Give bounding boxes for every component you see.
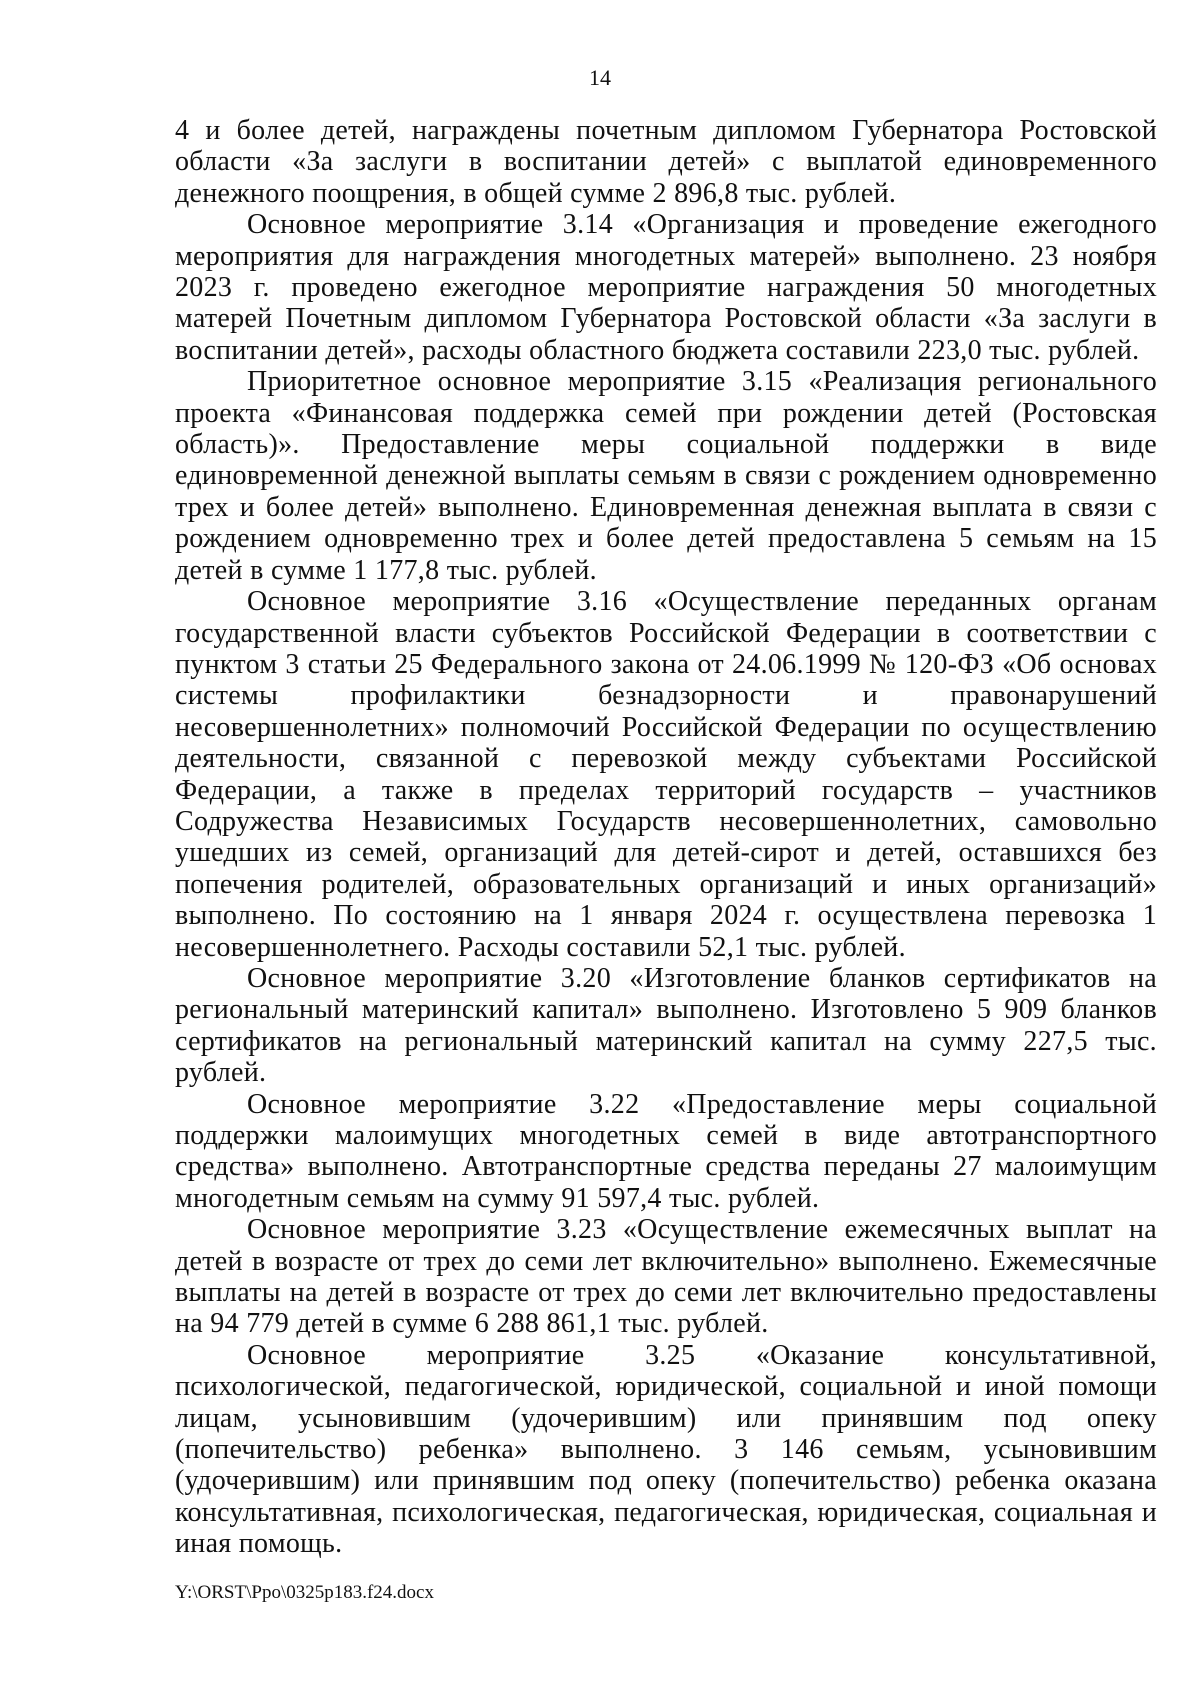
document-body [175,115,1157,1560]
paragraph-measure-3-22: Основное мероприятие 3.22 «Предоставление меры социальной поддержки малоимущих многодетных семей в виде автотранспортного средства» выполнено. Автотранспортные средства переданы 27 малоимущим многодетным семьям на сумму 91 597,4 тыс. рублей. [175,1088,1157,1214]
paragraph-continuation: 4 и более детей, награждены почетным дипломом Губернатора Ростовской области «За заслуги в воспитании детей» с выплатой единовременного денежного поощрения, в общей сумме 2 896,8 тыс. рублей. [175,115,1157,209]
paragraph-measure-3-14: Основное мероприятие 3.14 «Организация и проведение ежегодного мероприятия для награждения многодетных матерей» выполнено. 23 ноября 2023 г. проведено ежегодное мероприятие награждения 50 многодетных матерей Почетным дипломом Губернатора Ростовской области «За заслуги в воспитании детей», расходы областного бюджета составили 223,0 тыс. рублей. [175,209,1157,366]
paragraph-measure-3-15: Приоритетное основное мероприятие 3.15 «Реализация регионального проекта «Финансовая поддержка семей при рождении детей (Ростовская область)». Предоставление меры социальной поддержки в виде единовременной денежной выплаты семьям в связи с рождением одновременно трех и более детей» выполнено. Единовременная денежная выплата в связи с рождением одновременно трех и более детей предоставлена 5 семьям на 15 детей в сумме 1 177,8 тыс. рублей. [175,366,1157,586]
paragraph-measure-3-23: Основное мероприятие 3.23 «Осуществление ежемесячных выплат на детей в возрасте от трех до семи лет включительно» выполнено. Ежемесячные выплаты на детей в возрасте от трех до семи лет включительно предоставлены на 94 779 детей в сумме 6 288 861,1 тыс. рублей. [175,1214,1157,1340]
footer-file-path: Y:\ORST\Ppo\0325p183.f24.docx [175,1582,434,1603]
paragraph-measure-3-16: Основное мероприятие 3.16 «Осуществление переданных органам государственной власти субъектов Российской Федерации в соответствии с пунктом 3 статьи 25 Федерального закона от 24.06.1999 № 120-ФЗ «Об основах системы профилактики безнадзорности и правонарушений несовершеннолетних» полномочий Российской Федерации по осуществлению деятельности, связанной с перевозкой между субъектами Российской Федерации, а также в пределах территорий государств – участников Содружества Независимых Государств несовершеннолетних, самовольно ушедших из семей, организаций для детей-сирот и детей, оставшихся без попечения родителей, образовательных организаций и иных организаций» выполнено. По состоянию на 1 января 2024 г. осуществлена перевозка 1 несовершеннолетнего. Расходы составили 52,1 тыс. рублей. [175,586,1157,963]
paragraph-measure-3-25: Основное мероприятие 3.25 «Оказание консультативной, психологической, педагогической, юридической, социальной и иной помощи лицам, усыновившим (удочерившим) или принявшим под опеку (попечительство) ребенка» выполнено. 3 146 семьям, усыновившим (удочерившим) или принявшим под опеку (попечительство) ребенка оказана консультативная, психологическая, педагогическая, юридическая, социальная и иная помощь. [175,1339,1157,1560]
paragraph-measure-3-20: Основное мероприятие 3.20 «Изготовление бланков сертификатов на региональный материнский капитал» выполнено. Изготовлено 5 909 бланков сертификатов на региональный материнский капитал на сумму 227,5 тыс. рублей. [175,962,1157,1089]
page-number: 14 [589,65,611,90]
